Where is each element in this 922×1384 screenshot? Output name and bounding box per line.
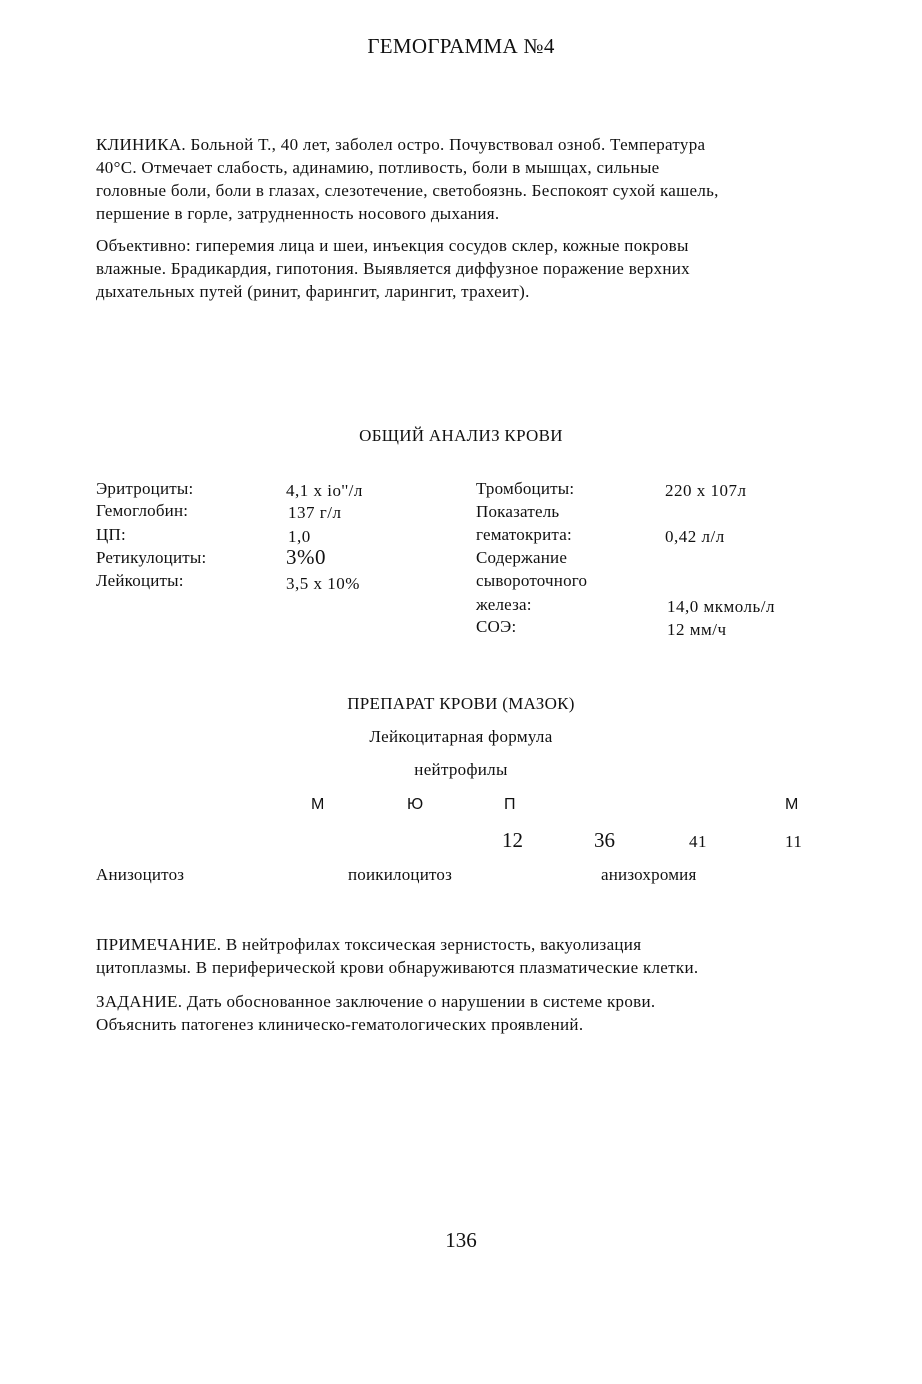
- objective-line: дыхательных путей (ринит, фарингит, ларингит, трахеит).: [96, 282, 530, 301]
- reticulocytes-label: Ретикулоциты:: [96, 548, 207, 567]
- formula-value: 41: [689, 832, 707, 851]
- blood-analysis-heading: ОБЩИЙ АНАЛИЗ КРОВИ: [359, 426, 563, 445]
- formula-value: 12: [502, 828, 523, 852]
- clinic-paragraph: [96, 133, 826, 225]
- reticulocytes-value: 3%0: [286, 545, 326, 569]
- erythrocytes-value: 4,1 x io''/л: [286, 481, 363, 500]
- leukocyte-formula-subheading: Лейкоцитарная формула: [369, 727, 553, 746]
- note-line: ПРИМЕЧАНИЕ. В нейтрофилах токсическая зернистость, вакуолизация: [96, 935, 642, 954]
- erythrocytes-label: Эритроциты:: [96, 479, 194, 498]
- color-index-label: ЦП:: [96, 525, 126, 544]
- hemoglobin-label: Гемоглобин:: [96, 501, 189, 520]
- hematocrit-label-line2: гематокрита:: [476, 525, 572, 544]
- hematocrit-value: 0,42 л/л: [665, 527, 725, 546]
- platelets-value: 220 x 107л: [665, 481, 747, 500]
- task-paragraph: [96, 990, 826, 1036]
- platelets-label: Тромбоциты:: [476, 479, 575, 498]
- hemoglobin-value: 137 г/л: [288, 503, 342, 522]
- smear-heading: ПРЕПАРАТ КРОВИ (МАЗОК): [347, 694, 575, 713]
- clinic-line: першение в горле, затрудненность носового дыхания.: [96, 204, 500, 223]
- column-header: М: [311, 796, 325, 813]
- color-index-value: 1,0: [288, 527, 311, 546]
- objective-line: влажные. Брадикардия, гипотония. Выявляется диффузное поражение верхних: [96, 259, 690, 278]
- objective-line: Объективно: гиперемия лица и шеи, инъекция сосудов склер, кожные покровы: [96, 236, 689, 255]
- formula-value: 11: [785, 832, 803, 851]
- task-line: ЗАДАНИЕ. Дать обоснованное заключение о нарушении в системе крови.: [96, 992, 656, 1011]
- clinic-line: 40°С. Отмечает слабость, адинамию, потливость, боли в мышцах, сильные: [96, 158, 660, 177]
- leukocytes-label: Лейкоциты:: [96, 571, 184, 590]
- morphology-poikilocytosis: поикилоцитоз: [348, 865, 453, 884]
- morphology-anisocytosis: Анизоцитоз: [96, 865, 185, 884]
- serum-iron-label-line3: железа:: [476, 595, 532, 614]
- serum-iron-label-line2: сывороточного: [476, 571, 588, 590]
- clinic-line: КЛИНИКА. Больной Т., 40 лет, заболел остро. Почувствовал озноб. Температура: [96, 135, 706, 154]
- serum-iron-value: 14,0 мкмоль/л: [667, 597, 775, 616]
- morphology-anisochromia: анизохромия: [601, 865, 697, 884]
- neutrophils-label: нейтрофилы: [414, 760, 508, 779]
- note-paragraph: [96, 933, 826, 979]
- hematocrit-label-line1: Показатель: [476, 502, 560, 521]
- esr-value: 12 мм/ч: [667, 620, 727, 639]
- column-header: П: [504, 796, 516, 813]
- clinic-line: головные боли, боли в глазах, слезотечение, светобоязнь. Беспокоят сухой кашель,: [96, 181, 719, 200]
- formula-value: 36: [594, 828, 615, 852]
- column-header: М: [785, 796, 799, 813]
- note-line: цитоплазмы. В периферической крови обнаруживаются плазматические клетки.: [96, 958, 699, 977]
- esr-label: СОЭ:: [476, 617, 517, 636]
- objective-paragraph: [96, 234, 826, 303]
- serum-iron-label-line1: Содержание: [476, 548, 568, 567]
- page-title: ГЕМОГРАММА №4: [367, 34, 555, 58]
- page-number: 136: [445, 1228, 477, 1252]
- task-line: Объяснить патогенез клиническо-гематологических проявлений.: [96, 1015, 584, 1034]
- column-header: Ю: [407, 796, 424, 813]
- leukocytes-value: 3,5 x 10%: [286, 574, 360, 593]
